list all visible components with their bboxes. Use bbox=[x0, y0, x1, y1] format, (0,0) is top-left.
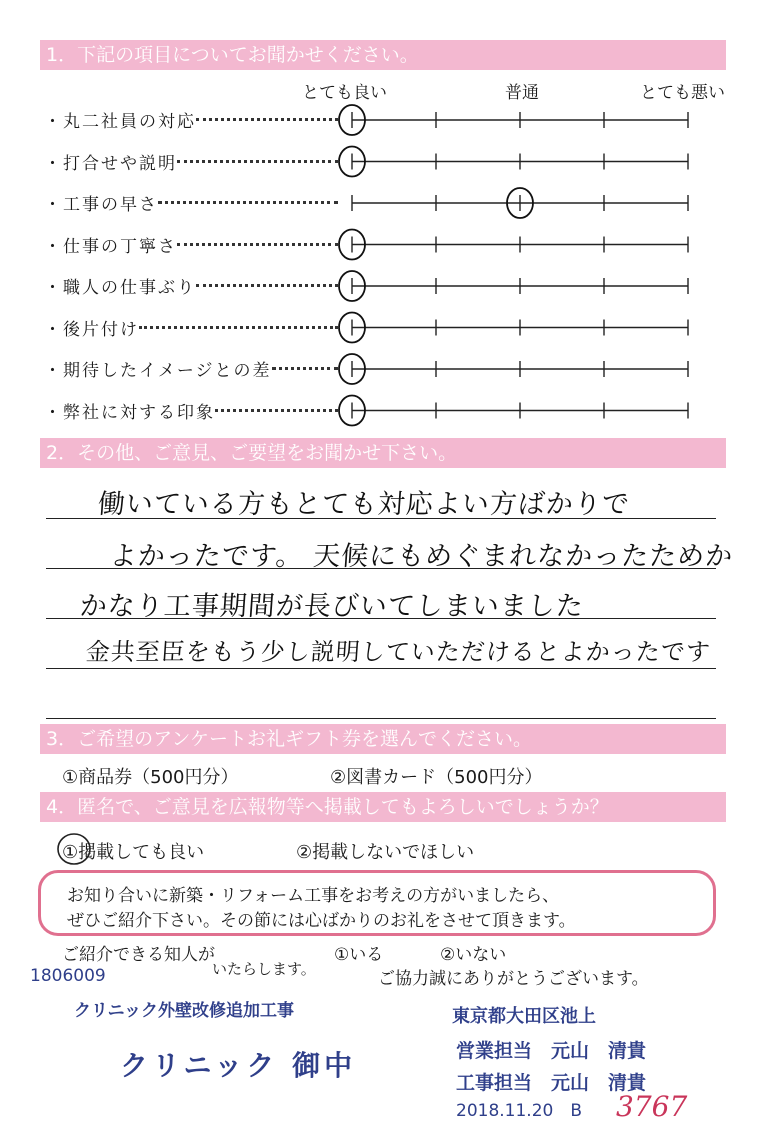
section2-title: 2．その他、ご意見、ご要望をお聞かせ下さい。 bbox=[40, 438, 726, 468]
comment-line-3: かなり工事期間が長びいてしまいました bbox=[78, 591, 585, 622]
section1-title: 1．下記の項目についてお聞かせください。 bbox=[40, 40, 726, 70]
comment-line-4: 金共至臣をもう少し説明していただけるとよかったです bbox=[84, 638, 712, 666]
gift-option-1[interactable]: ①商品券（500円分） bbox=[62, 767, 239, 788]
scale-label-good: とても良い bbox=[302, 83, 387, 103]
construction-rep: 工事担当 元山 清貴 bbox=[456, 1072, 647, 1094]
handwritten-number: 3767 bbox=[616, 1090, 688, 1123]
referral-handwritten: いたらします。 bbox=[212, 960, 316, 978]
thanks-text: ご協力誠にありがとうございます。 bbox=[378, 969, 649, 989]
publish-option-1[interactable]: ①掲載しても良い bbox=[62, 842, 205, 863]
rating-row-label: ・弊社に対する印象 bbox=[44, 402, 215, 423]
sales-rep: 営業担当 元山 清貴 bbox=[456, 1040, 647, 1062]
rating-row-label: ・丸二社員の対応 bbox=[44, 112, 196, 132]
rating-row-label: ・打合せや説明 bbox=[44, 153, 177, 174]
referral-option-no[interactable]: ②いない bbox=[440, 945, 507, 965]
write-line bbox=[46, 718, 716, 719]
section3-title: 3．ご希望のアンケートお礼ギフト券を選んでください。 bbox=[40, 724, 726, 754]
project-code: 1806009 bbox=[30, 966, 106, 986]
publish-option-2[interactable]: ②掲載しないでほしい bbox=[296, 842, 475, 863]
referral-box bbox=[38, 870, 716, 936]
section4-title: 4．匿名で、ご意見を広報物等へ掲載してもよろしいでしょうか？ bbox=[40, 792, 726, 822]
project-name: クリニック外壁改修追加工事 bbox=[74, 1001, 294, 1021]
scale-label-normal: 普通 bbox=[505, 83, 539, 103]
comment-line-2: よかったです。 天候にもめぐまれなかったためか bbox=[108, 541, 735, 572]
gift-option-2[interactable]: ②図書カード（500円分） bbox=[330, 767, 543, 788]
comment-line-1: 働いている方もとても対応よい方ばかりで bbox=[96, 489, 631, 520]
referral-option-yes[interactable]: ①いる bbox=[334, 945, 384, 965]
date-code: 2018.11.20 B bbox=[456, 1101, 582, 1121]
write-line bbox=[46, 668, 716, 669]
referral-box-line-2: ぜひご紹介下さい。その節には心ばかりのお礼をさせて頂きます。 bbox=[67, 911, 576, 931]
company-address: 東京都大田区池上 bbox=[452, 1006, 596, 1027]
scale-label-bad: とても悪い bbox=[640, 83, 725, 103]
client-name: クリニック 御中 bbox=[120, 1049, 357, 1082]
referral-box-line-1: お知り合いに新築・リフォーム工事をお考えの方がいましたら、 bbox=[67, 886, 560, 906]
rating-row-label: ・期待したイメージとの差 bbox=[44, 361, 272, 381]
rating-row-label: ・後片付け bbox=[44, 319, 139, 340]
rating-scale-graphic bbox=[0, 0, 764, 440]
rating-row-label: ・仕事の丁寧さ bbox=[44, 236, 177, 257]
referral-prompt: ご紹介できる知人が bbox=[62, 945, 215, 965]
rating-row-label: ・職人の仕事ぶり bbox=[44, 278, 196, 298]
rating-row-label: ・工事の早さ bbox=[44, 195, 158, 215]
selected-circle-mark bbox=[54, 830, 98, 870]
